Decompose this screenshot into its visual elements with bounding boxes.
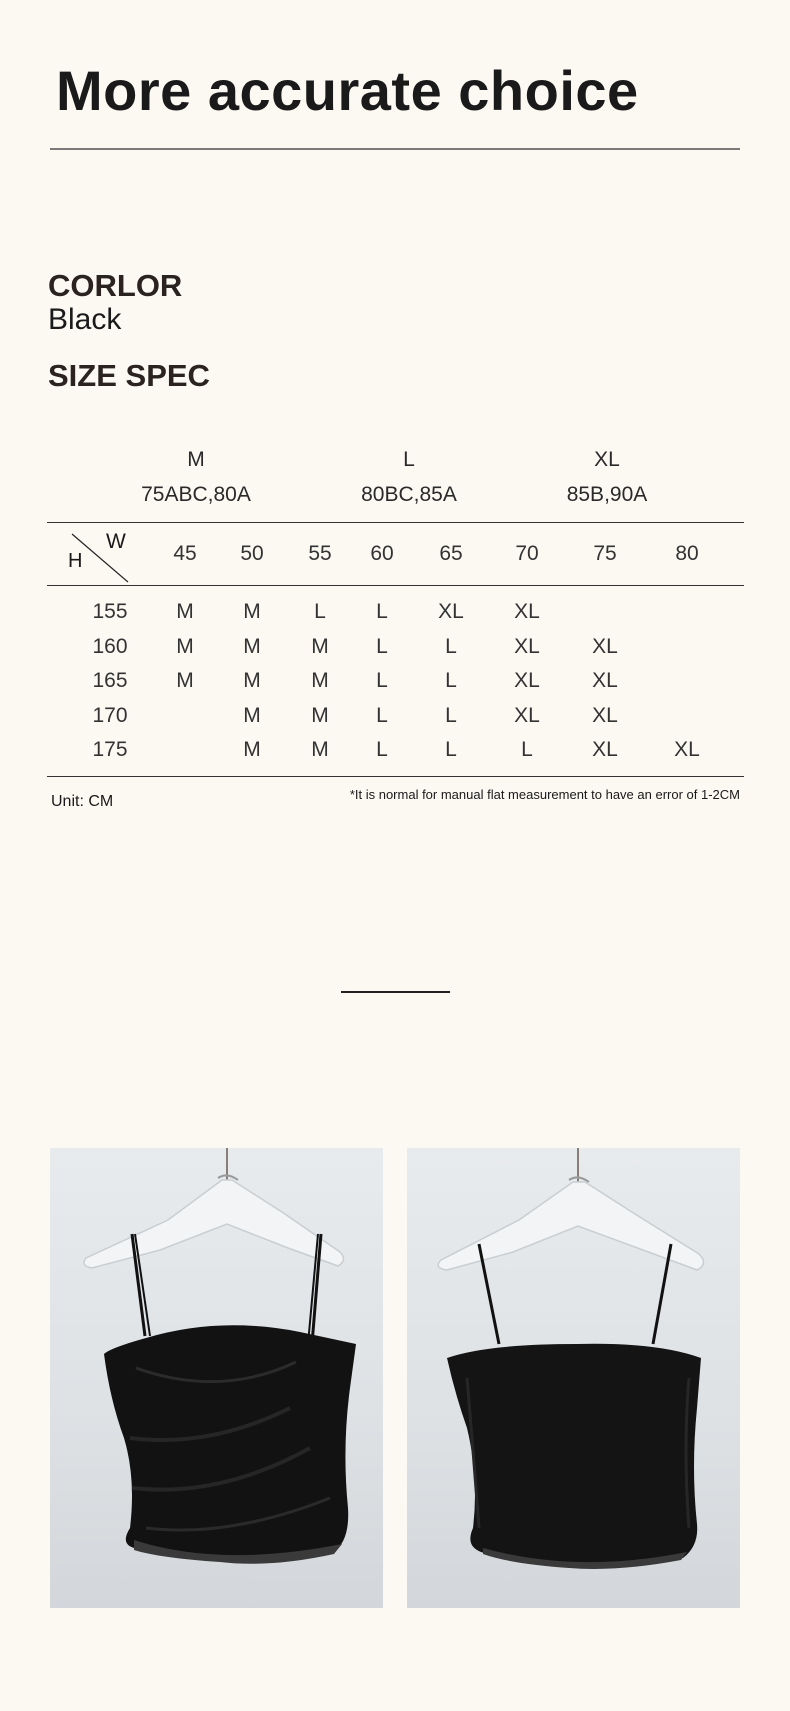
- measurement-note: *It is normal for manual flat measurement to have an error of 1-2CM: [349, 787, 740, 802]
- waist-header: 70: [515, 542, 539, 565]
- size-cell: L: [445, 738, 457, 761]
- size-cell: M: [311, 669, 329, 692]
- size-cell: L: [376, 600, 388, 623]
- table-bottom-line: [47, 776, 744, 777]
- waist-header: 60: [370, 542, 394, 565]
- unit-label: Unit: CM: [51, 793, 114, 810]
- height-label: 165: [92, 669, 128, 692]
- garment-back-illustration: [407, 1148, 740, 1608]
- garment-front-illustration: [50, 1148, 383, 1608]
- size-cell: M: [176, 600, 194, 623]
- height-label: 175: [92, 738, 128, 761]
- size-group-xl: [527, 448, 687, 507]
- size-cell: M: [176, 635, 194, 658]
- corner-w: W: [106, 530, 126, 553]
- size-cell: XL: [514, 704, 540, 727]
- size-cell: XL: [514, 669, 540, 692]
- size-cell: XL: [438, 600, 464, 623]
- size-cell: M: [311, 635, 329, 658]
- size-name: L: [403, 448, 415, 471]
- size-cell: M: [243, 738, 261, 761]
- size-cell: L: [376, 704, 388, 727]
- size-cell: XL: [592, 635, 618, 658]
- size-cell: L: [445, 635, 457, 658]
- size-cell: L: [445, 669, 457, 692]
- size-cell: L: [376, 669, 388, 692]
- size-cell: XL: [592, 738, 618, 761]
- size-group-l: [329, 448, 489, 507]
- waist-header: 80: [675, 542, 699, 565]
- size-cell: M: [311, 704, 329, 727]
- size-group-m: [116, 448, 276, 507]
- table-corner: [60, 528, 140, 583]
- product-photo-back: [407, 1148, 740, 1608]
- height-label: 160: [92, 635, 128, 658]
- size-cell: L: [376, 635, 388, 658]
- color-label: CORLOR: [48, 268, 183, 303]
- color-value: Black: [48, 303, 122, 336]
- size-name: XL: [594, 448, 620, 471]
- waist-header: 65: [439, 542, 463, 565]
- bra-sizes: 75ABC,80A: [141, 483, 251, 506]
- size-cell: M: [311, 738, 329, 761]
- page-title: More accurate choice: [56, 59, 639, 122]
- size-cell: XL: [592, 704, 618, 727]
- size-cell: M: [243, 635, 261, 658]
- bra-sizes: 85B,90A: [566, 483, 648, 506]
- height-label: 155: [92, 600, 128, 623]
- size-cell: L: [314, 600, 326, 623]
- size-cell: M: [243, 669, 261, 692]
- table-top-line: [47, 522, 744, 523]
- size-cell: M: [176, 669, 194, 692]
- waist-header: 55: [308, 542, 332, 565]
- size-cell: XL: [674, 738, 700, 761]
- size-name: M: [187, 448, 205, 471]
- size-cell: M: [243, 704, 261, 727]
- waist-header: 45: [173, 542, 197, 565]
- size-cell: L: [521, 738, 533, 761]
- bra-sizes: 80BC,85A: [361, 483, 457, 506]
- size-cell: L: [445, 704, 457, 727]
- section-divider: [341, 991, 450, 993]
- product-photo-front: [50, 1148, 383, 1608]
- size-spec-label: SIZE SPEC: [48, 358, 210, 393]
- title-divider: [50, 148, 740, 150]
- waist-header: 75: [593, 542, 617, 565]
- size-cell: XL: [514, 600, 540, 623]
- size-cell: L: [376, 738, 388, 761]
- waist-header: 50: [240, 542, 264, 565]
- height-label: 170: [92, 704, 128, 727]
- table-header-line: [47, 585, 744, 586]
- size-cell: XL: [514, 635, 540, 658]
- size-cell: M: [243, 600, 261, 623]
- size-cell: XL: [592, 669, 618, 692]
- corner-h: H: [68, 550, 83, 572]
